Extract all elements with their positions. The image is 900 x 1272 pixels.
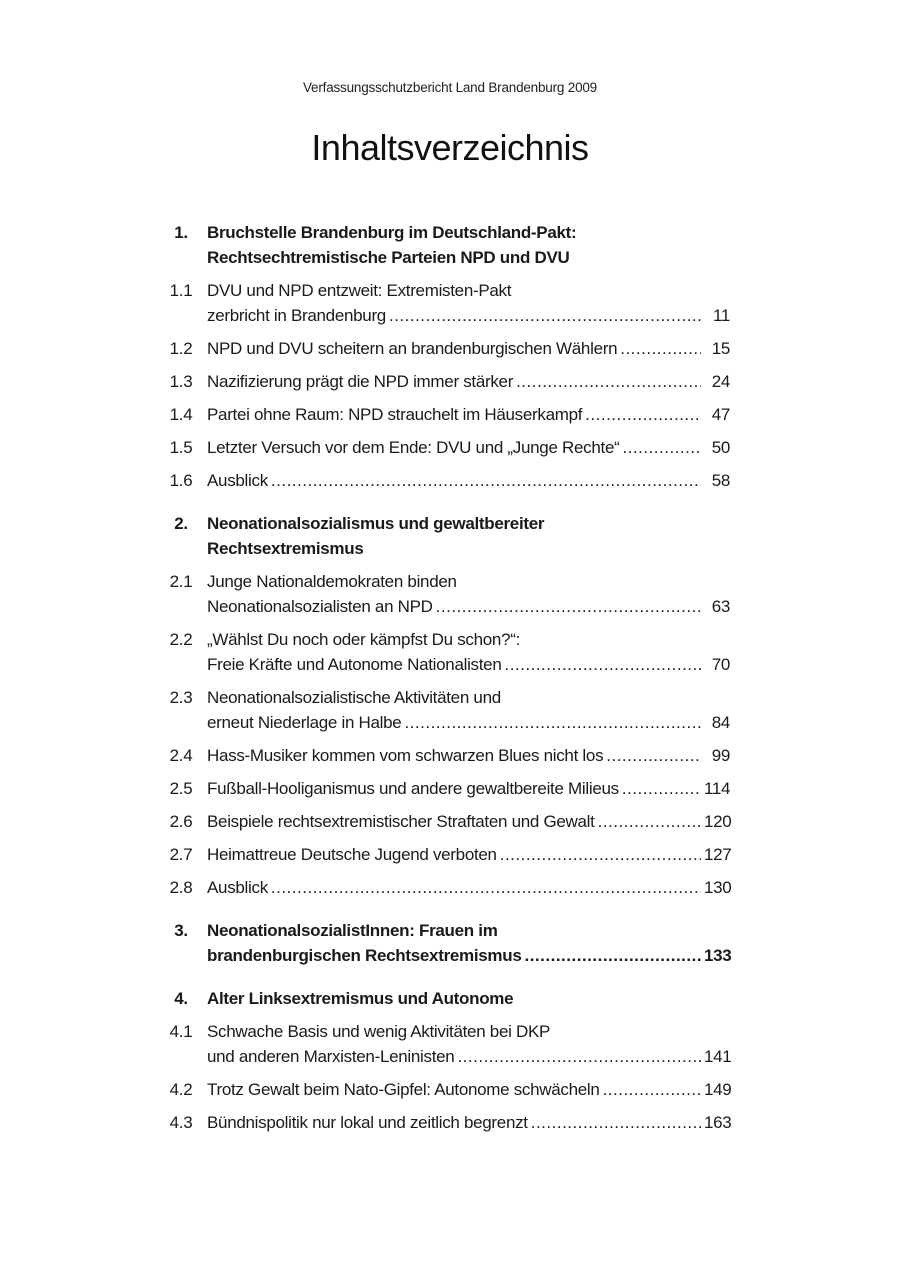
dot-leader	[389, 303, 701, 328]
toc-page-number: 70	[711, 655, 730, 674]
dot-leader	[620, 336, 701, 361]
toc-page-number: 99	[711, 746, 730, 765]
toc-entry-title: DVU und NPD entzweit: Extremisten-Pakt	[207, 281, 512, 300]
toc-entry[interactable]	[155, 743, 730, 768]
toc-entry-title: Neonationalsozialismus und gewaltbereiter	[207, 514, 545, 533]
running-header: Verfassungsschutzbericht Land Brandenburg 2009	[302, 80, 597, 95]
toc-page-number: 63	[711, 597, 730, 616]
dot-leader	[606, 743, 701, 768]
toc-entry[interactable]	[155, 569, 730, 619]
toc-entry[interactable]	[155, 1077, 730, 1102]
toc-entry-title: Beispiele rechtsextremistischer Straftaten und Gewalt	[207, 812, 595, 831]
dot-leader	[598, 809, 701, 834]
toc-page-number: 149	[704, 1080, 732, 1099]
toc-entry-number: 1.	[174, 223, 188, 242]
dot-leader	[516, 369, 701, 394]
toc-entry-number: 4.2	[169, 1080, 193, 1099]
toc-entry-title: Letzter Versuch vor dem Ende: DVU und „Junge Rechte“	[207, 438, 620, 457]
toc-entry-number: 1.6	[169, 471, 193, 490]
toc-entry-number: 4.1	[169, 1022, 193, 1041]
toc-entry-number: 2.2	[169, 630, 193, 649]
page-title: Inhaltsverzeichnis	[311, 127, 589, 168]
toc-entry[interactable]	[155, 842, 730, 867]
toc-entry-title: Bündnispolitik nur lokal und zeitlich begrenzt	[207, 1113, 528, 1132]
toc-entry-title: „Wählst Du noch oder kämpfst Du schon?“:	[207, 630, 521, 649]
toc-page-number: 84	[711, 713, 730, 732]
toc-page-number: 163	[704, 1113, 732, 1132]
dot-leader	[457, 1044, 701, 1069]
toc-entry-title: Neonationalsozialistische Aktivitäten und	[207, 688, 501, 707]
toc-entry[interactable]	[155, 435, 730, 460]
toc-entry[interactable]	[155, 278, 730, 328]
toc-entry[interactable]	[155, 511, 730, 561]
toc-page-number: 58	[711, 471, 730, 490]
toc-entry[interactable]	[155, 1019, 730, 1069]
toc-entry-title: NPD und DVU scheitern an brandenburgischen Wählern	[207, 339, 618, 358]
dot-leader	[524, 943, 701, 968]
toc-entry-number: 3.	[174, 921, 188, 940]
toc-entry[interactable]	[155, 875, 730, 900]
toc-entry-number: 1.1	[169, 281, 193, 300]
dot-leader	[271, 468, 701, 493]
toc-entry-title: NeonationalsozialistInnen: Frauen im	[207, 921, 498, 940]
toc-page-number: 15	[711, 339, 730, 358]
toc-entry-title: Neonationalsozialisten an NPD	[207, 597, 433, 616]
toc-entry-number: 2.	[174, 514, 188, 533]
toc-entry-number: 2.7	[169, 845, 193, 864]
toc-entry-number: 2.3	[169, 688, 193, 707]
toc-entry-number: 2.5	[169, 779, 193, 798]
toc-page-number: 50	[711, 438, 730, 457]
toc-entry-title: Freie Kräfte und Autonome Nationalisten	[207, 655, 502, 674]
toc-entry-title: Junge Nationaldemokraten binden	[207, 572, 457, 591]
dot-leader	[271, 875, 701, 900]
toc-page-number: 114	[704, 779, 731, 798]
toc-entry-title: Partei ohne Raum: NPD strauchelt im Häuserkampf	[207, 405, 583, 424]
toc-page-number: 130	[704, 878, 732, 897]
toc-entry-title: Ausblick	[207, 878, 268, 897]
dot-leader	[504, 652, 701, 677]
toc-page-number: 127	[704, 845, 732, 864]
toc-entry-number: 2.4	[169, 746, 193, 765]
dot-leader	[531, 1110, 701, 1135]
toc-entry-number: 2.6	[169, 812, 193, 831]
toc-entry[interactable]	[155, 627, 730, 677]
toc-entry-title: Hass-Musiker kommen vom schwarzen Blues nicht los	[207, 746, 604, 765]
toc-page-number: 120	[704, 812, 732, 831]
dot-leader	[404, 710, 701, 735]
toc-entry-title: Nazifizierung prägt die NPD immer stärker	[207, 372, 514, 391]
toc-entry[interactable]	[155, 685, 730, 735]
toc-entry-title: Bruchstelle Brandenburg im Deutschland-Pakt:	[207, 223, 577, 242]
dot-leader	[622, 776, 701, 801]
toc-entry-title: Rechtsextremismus	[207, 539, 364, 558]
toc-entry-number: 1.5	[169, 438, 193, 457]
toc-entry-title: Fußball-Hooliganismus und andere gewaltbereite Milieus	[207, 779, 619, 798]
toc-entry-title: brandenburgischen Rechtsextremismus	[207, 946, 522, 965]
dot-leader	[603, 1077, 701, 1102]
dot-leader	[436, 594, 701, 619]
toc-entry-title: Heimattreue Deutsche Jugend verboten	[207, 845, 497, 864]
toc-entry[interactable]	[155, 918, 730, 968]
toc-entry-title: Rechtsechtremistische Parteien NPD und DVU	[207, 248, 570, 267]
toc-entry[interactable]	[155, 336, 730, 361]
dot-leader	[500, 842, 701, 867]
dot-leader	[585, 402, 701, 427]
toc-entry-title: und anderen Marxisten-Leninisten	[207, 1047, 455, 1066]
toc-entry-title: Schwache Basis und wenig Aktivitäten bei DKP	[207, 1022, 551, 1041]
toc-entry[interactable]	[155, 809, 730, 834]
toc-page-number: 141	[704, 1047, 732, 1066]
toc-entry-title: Alter Linksextremismus und Autonome	[207, 989, 514, 1008]
toc-entry-number: 4.3	[169, 1113, 193, 1132]
toc-entry[interactable]	[155, 468, 730, 493]
toc-entry-number: 1.2	[169, 339, 193, 358]
toc-entry[interactable]	[155, 402, 730, 427]
toc-entry[interactable]	[155, 776, 730, 801]
toc-entry-number: 2.1	[169, 572, 193, 591]
toc-entry-title: Trotz Gewalt beim Nato-Gipfel: Autonome schwächeln	[207, 1080, 600, 1099]
toc-entry-number: 1.4	[169, 405, 193, 424]
toc-entry[interactable]	[155, 986, 730, 1011]
toc-entry-number: 1.3	[169, 372, 193, 391]
table-of-contents	[155, 220, 730, 1135]
toc-entry-number: 2.8	[169, 878, 193, 897]
toc-entry[interactable]	[155, 369, 730, 394]
toc-entry-title: zerbricht in Brandenburg	[207, 306, 386, 325]
toc-page-number: 24	[711, 372, 730, 391]
dot-leader	[622, 435, 701, 460]
toc-page-number: 133	[704, 946, 732, 965]
toc-entry[interactable]	[155, 220, 730, 270]
toc-page-number: 11	[712, 306, 730, 325]
toc-entry[interactable]	[155, 1110, 730, 1135]
toc-entry-number: 4.	[174, 989, 188, 1008]
toc-entry-title: Ausblick	[207, 471, 268, 490]
toc-page-number: 47	[711, 405, 730, 424]
toc-entry-title: erneut Niederlage in Halbe	[207, 713, 402, 732]
